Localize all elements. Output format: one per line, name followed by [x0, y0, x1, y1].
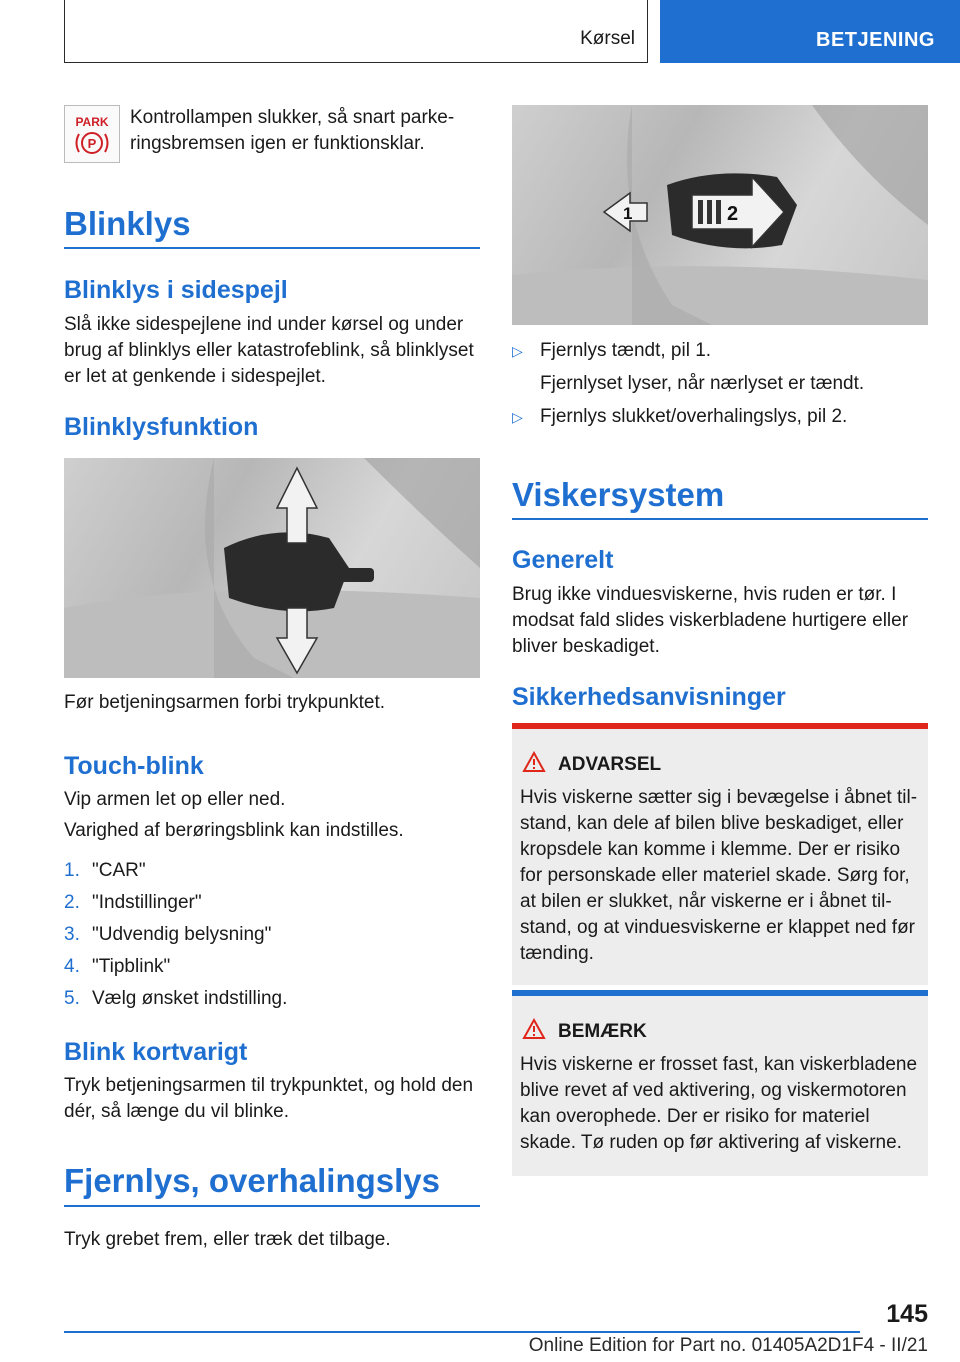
- fjernlys-heading: Fjernlys, overhalingslys: [64, 1162, 440, 1199]
- header-chapter-label: BETJENING: [816, 29, 935, 51]
- fjernlys-text: Tryk grebet frem, eller træk det tilbage.: [64, 1229, 391, 1250]
- list-item: [64, 986, 480, 1018]
- step-text: "CAR": [92, 860, 146, 881]
- step-text: Vælg ønsket indstilling.: [92, 988, 288, 1009]
- step-number: 1.: [64, 860, 80, 881]
- viskersystem-heading: Viskersystem: [512, 476, 725, 513]
- page-number: 145: [886, 1300, 928, 1328]
- warning-title: ADVARSEL: [558, 754, 662, 775]
- park-brake-text: Kontrollampen slukker, så snart parkeringsbremsen igen er funktionsklar.: [130, 107, 455, 154]
- blinklysfunktion-caption: Før betjeningsarmen forbi trykpunktet.: [64, 692, 386, 713]
- bullet-text: Fjernlys tændt, pil 1.: [540, 340, 712, 361]
- touch-blink-text-2: Varighed af berøringsblink kan indstilles.: [64, 820, 404, 841]
- fjernlys-bullet-1: [512, 338, 928, 364]
- list-item: [64, 922, 480, 954]
- viskersystem-rule: [512, 518, 928, 520]
- touch-blink-heading: Touch-blink: [64, 752, 204, 780]
- sidespejl-heading: Blinklys i sidespejl: [64, 276, 288, 304]
- footer-edition: Online Edition for Part no. 01405A2D1F4 - II/21: [528, 1335, 928, 1356]
- header-chapter-tab[interactable]: [660, 0, 960, 63]
- warning-triangle-icon: [522, 751, 546, 773]
- bullet-text: Fjernlys slukket/overhalingslys, pil 2.: [540, 406, 848, 427]
- sikkerhed-heading: Sikkerhedsanvisninger: [512, 683, 786, 711]
- park-circle-icon: [65, 128, 119, 158]
- header-section-box: [64, 0, 648, 63]
- blink-kortvarigt-heading: Blink kortvarigt: [64, 1038, 248, 1066]
- step-number: 2.: [64, 892, 80, 913]
- blinklys-rule: [64, 247, 480, 249]
- notice-triangle-icon: [522, 1018, 546, 1040]
- arrow-label-2: 2: [727, 203, 739, 225]
- list-item: [64, 890, 480, 922]
- arrow-label-1: 1: [623, 204, 633, 223]
- park-icon-text: PARK: [75, 115, 109, 129]
- notice-box: [512, 990, 928, 1176]
- step-text: "Indstillinger": [92, 892, 202, 913]
- step-number: 3.: [64, 924, 80, 945]
- generelt-heading: Generelt: [512, 546, 614, 574]
- touch-blink-steps: [64, 858, 480, 1018]
- fjernlys-bullet-2: [512, 404, 928, 430]
- turn-signal-illustration: [64, 458, 480, 678]
- fjernlys-rule: [64, 1205, 480, 1207]
- step-text: "Tipblink": [92, 956, 171, 977]
- blinklys-heading: Blinklys: [64, 205, 191, 242]
- header-section-label: Kørsel: [580, 28, 635, 49]
- touch-blink-text-1: Vip armen let op eller ned.: [64, 789, 286, 810]
- notice-text: Hvis viskerne er frosset fast, kan viskerbladene blive revet af ved aktivering, og viskermotoren kan overophede. Der er risiko for materiel skade. Tø ruden op før aktivering af viskerne.: [520, 1054, 918, 1153]
- list-item: [64, 858, 480, 890]
- blink-kortvarigt-text: Tryk betjeningsarmen til trykpunktet, og hold den dér, så længe du vil blinke.: [64, 1075, 474, 1122]
- generelt-text: Brug ikke vinduesviskerne, hvis ruden er tør. I modsat fald slides viskerbladene hurtigere eller bliver beskadiget.: [512, 584, 909, 657]
- warning-text: Hvis viskerne sætter sig i bevægelse i åbnet tilstand, kan dele af bilen blive beskadiget, eller kropsdele kan komme i klemme. Der er risiko for personskade eller materiel skade. Sørg for, at bilen er slukket, når viskerne er i åbnet tilstand, og at vinduesviskerne er klappet ned før tænding.: [520, 787, 918, 964]
- list-item: [64, 954, 480, 986]
- triangle-bullet-icon: ▷: [512, 343, 523, 359]
- high-beam-illustration: [512, 105, 928, 325]
- turn-signal-lever-image: [64, 458, 480, 678]
- warning-box: [512, 723, 928, 985]
- arrow-up-icon: [277, 468, 317, 543]
- notice-title: BEMÆRK: [558, 1021, 647, 1042]
- high-beam-lever-image: [512, 105, 928, 325]
- blinklysfunktion-heading: Blinklysfunktion: [64, 413, 259, 441]
- triangle-bullet-icon: ▷: [512, 409, 523, 425]
- park-brake-icon: [64, 105, 120, 163]
- fjernlys-bullet-1-sub: Fjernlyset lyser, når nærlyset er tændt.: [540, 373, 865, 394]
- svg-text:P: P: [87, 136, 97, 151]
- step-number: 5.: [64, 988, 80, 1009]
- step-number: 4.: [64, 956, 80, 977]
- step-text: "Udvendig belysning": [92, 924, 272, 945]
- sidespejl-text: Slå ikke sidespejlene ind under kørsel og under brug af blinklys eller katastrofeblink, så blinklyset er let at genkende i sidespejlet.: [64, 314, 474, 387]
